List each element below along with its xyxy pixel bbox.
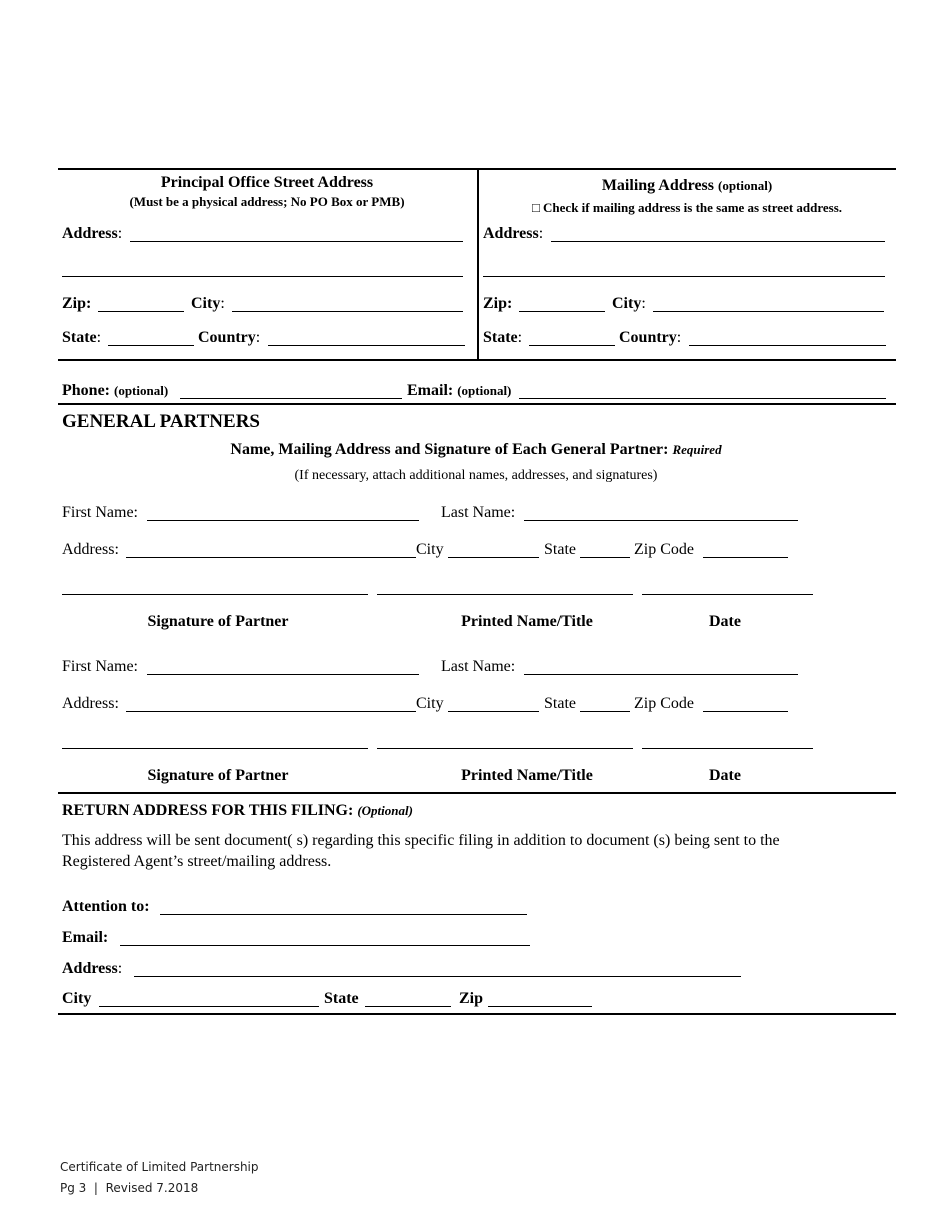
return-paragraph: This address will be sent document( s) regarding this specific filing in addition to document (s) being sent to the Registered Agent’s street/mailing address. <box>62 832 780 870</box>
return-zip-label: Zip <box>459 990 484 1007</box>
partner-1-printed-name-input[interactable] <box>377 594 633 595</box>
footer-page-info: Pg 3 | Revised 7.2018 <box>60 1181 199 1195</box>
partner-2-printed-caption: Printed Name/Title <box>461 767 593 784</box>
partner-1-first-name-input[interactable] <box>147 520 419 521</box>
principal-address-label: Address <box>62 225 118 242</box>
phone-optional: (optional) <box>114 383 169 398</box>
partners-note: (If necessary, attach additional names, addresses, and signatures) <box>294 468 658 483</box>
mailing-same-checkbox-label: Check if mailing address is the same as street address. <box>543 200 843 215</box>
partners-required: Required <box>672 442 722 457</box>
return-heading: RETURN ADDRESS FOR THIS FILING: <box>62 802 354 819</box>
partner-2-first-name-label: First Name: <box>62 658 138 675</box>
partner-1-state-label: State <box>544 541 576 558</box>
principal-country-label: Country <box>198 329 256 346</box>
principal-country-row: Country: <box>198 329 261 346</box>
principal-city-label: City <box>191 295 221 312</box>
principal-state-input[interactable] <box>108 345 194 346</box>
table-mid-divider <box>477 168 479 361</box>
principal-state-label: State <box>62 329 97 346</box>
mailing-zip-label: Zip: <box>483 295 513 312</box>
partner-1-state-input[interactable] <box>580 557 630 558</box>
partner-2-printed-name-input[interactable] <box>377 748 633 749</box>
mailing-address-input-2[interactable] <box>483 276 885 277</box>
partner-2-address-label: Address: <box>62 695 119 712</box>
mailing-country-label: Country <box>619 329 677 346</box>
principal-state-row: State: <box>62 329 102 346</box>
partner-1-address-input[interactable] <box>126 557 416 558</box>
partner-1-signature-caption: Signature of Partner <box>147 613 289 630</box>
principal-zip-input[interactable] <box>98 311 184 312</box>
partner-2-state-label: State <box>544 695 576 712</box>
return-state-input[interactable] <box>365 1006 451 1007</box>
attention-input[interactable] <box>160 914 527 915</box>
partners-heading: GENERAL PARTNERS <box>62 411 260 432</box>
mailing-title: Mailing Address (optional) <box>601 177 773 194</box>
partner-2-first-name-input[interactable] <box>147 674 419 675</box>
email-label: Email: <box>407 382 454 399</box>
mailing-address-input[interactable] <box>551 241 885 242</box>
mailing-same-checkbox-row <box>482 200 892 216</box>
partner-1-address-label: Address: <box>62 541 119 558</box>
partner-2-zip-input[interactable] <box>703 711 788 712</box>
mailing-state-label: State <box>483 329 518 346</box>
partner-1-signature-input[interactable] <box>62 594 368 595</box>
partner-2-date-caption: Date <box>709 767 741 784</box>
partner-2-date-input[interactable] <box>642 748 813 749</box>
partner-1-city-input[interactable] <box>448 557 539 558</box>
return-zip-input[interactable] <box>488 1006 592 1007</box>
partner-1-last-name-input[interactable] <box>524 520 798 521</box>
return-email-label: Email: <box>62 929 109 946</box>
return-city-label: City <box>62 990 92 1007</box>
email-optional: (optional) <box>457 383 512 398</box>
principal-city-input[interactable] <box>232 311 463 312</box>
mailing-city-input[interactable] <box>653 311 884 312</box>
phone-label: Phone: <box>62 382 110 399</box>
mailing-address-row: Address: <box>483 225 544 242</box>
partner-2-signature-input[interactable] <box>62 748 368 749</box>
partner-1-first-name-label: First Name: <box>62 504 138 521</box>
partner-2-city-input[interactable] <box>448 711 539 712</box>
principal-address-input-2[interactable] <box>62 276 463 277</box>
return-state-label: State <box>324 990 359 1007</box>
partner-1-last-name-label: Last Name: <box>441 504 516 521</box>
mailing-state-input[interactable] <box>529 345 615 346</box>
return-city-input[interactable] <box>99 1006 319 1007</box>
phone-input[interactable] <box>180 398 402 399</box>
partner-2-signature-caption: Signature of Partner <box>147 767 289 784</box>
principal-country-input[interactable] <box>268 345 465 346</box>
principal-address-row: Address: <box>62 225 123 242</box>
return-address-row: Address: <box>62 960 123 977</box>
principal-zip-label: Zip: <box>62 295 92 312</box>
email-input[interactable] <box>519 398 886 399</box>
partner-2-last-name-label: Last Name: <box>441 658 516 675</box>
principal-subtitle: (Must be a physical address; No PO Box or PMB) <box>129 194 405 209</box>
mailing-city-label: City <box>612 295 642 312</box>
mailing-city-row: City: <box>612 295 646 312</box>
principal-city-row: City: <box>191 295 225 312</box>
mailing-state-row: State: <box>483 329 523 346</box>
partner-2-address-input[interactable] <box>126 711 416 712</box>
mailing-country-row: Country: <box>619 329 682 346</box>
contact-bottom-border <box>58 403 896 405</box>
return-optional: (Optional) <box>357 803 413 818</box>
mailing-address-label: Address <box>483 225 539 242</box>
partner-1-zip-label: Zip Code <box>634 541 694 558</box>
table-bottom-border <box>58 359 896 361</box>
footer-title: Certificate of Limited Partnership <box>60 1160 259 1174</box>
mailing-country-input[interactable] <box>689 345 886 346</box>
partners-bottom-border <box>58 792 896 794</box>
return-heading-row <box>62 802 413 820</box>
return-email-input[interactable] <box>120 945 530 946</box>
return-address-label: Address <box>62 960 118 977</box>
mailing-zip-input[interactable] <box>519 311 605 312</box>
principal-title: Principal Office Street Address <box>160 174 374 191</box>
partner-1-date-caption: Date <box>709 613 741 630</box>
partner-2-zip-label: Zip Code <box>634 695 694 712</box>
partner-2-city-label: City <box>416 695 444 712</box>
partner-1-date-input[interactable] <box>642 594 813 595</box>
partner-1-printed-caption: Printed Name/Title <box>461 613 593 630</box>
partner-1-zip-input[interactable] <box>703 557 788 558</box>
partners-subheading: Name, Mailing Address and Signature of Each General Partner: Required <box>230 441 722 458</box>
partner-1-city-label: City <box>416 541 444 558</box>
attention-label: Attention to: <box>62 898 150 915</box>
return-address-input[interactable] <box>134 976 741 977</box>
phone-row <box>62 382 168 400</box>
partner-2-state-input[interactable] <box>580 711 630 712</box>
principal-address-input[interactable] <box>130 241 463 242</box>
return-bottom-border <box>58 1013 896 1015</box>
email-row <box>407 382 511 400</box>
partner-2-last-name-input[interactable] <box>524 674 798 675</box>
mailing-same-checkbox[interactable]: □ <box>531 200 540 215</box>
